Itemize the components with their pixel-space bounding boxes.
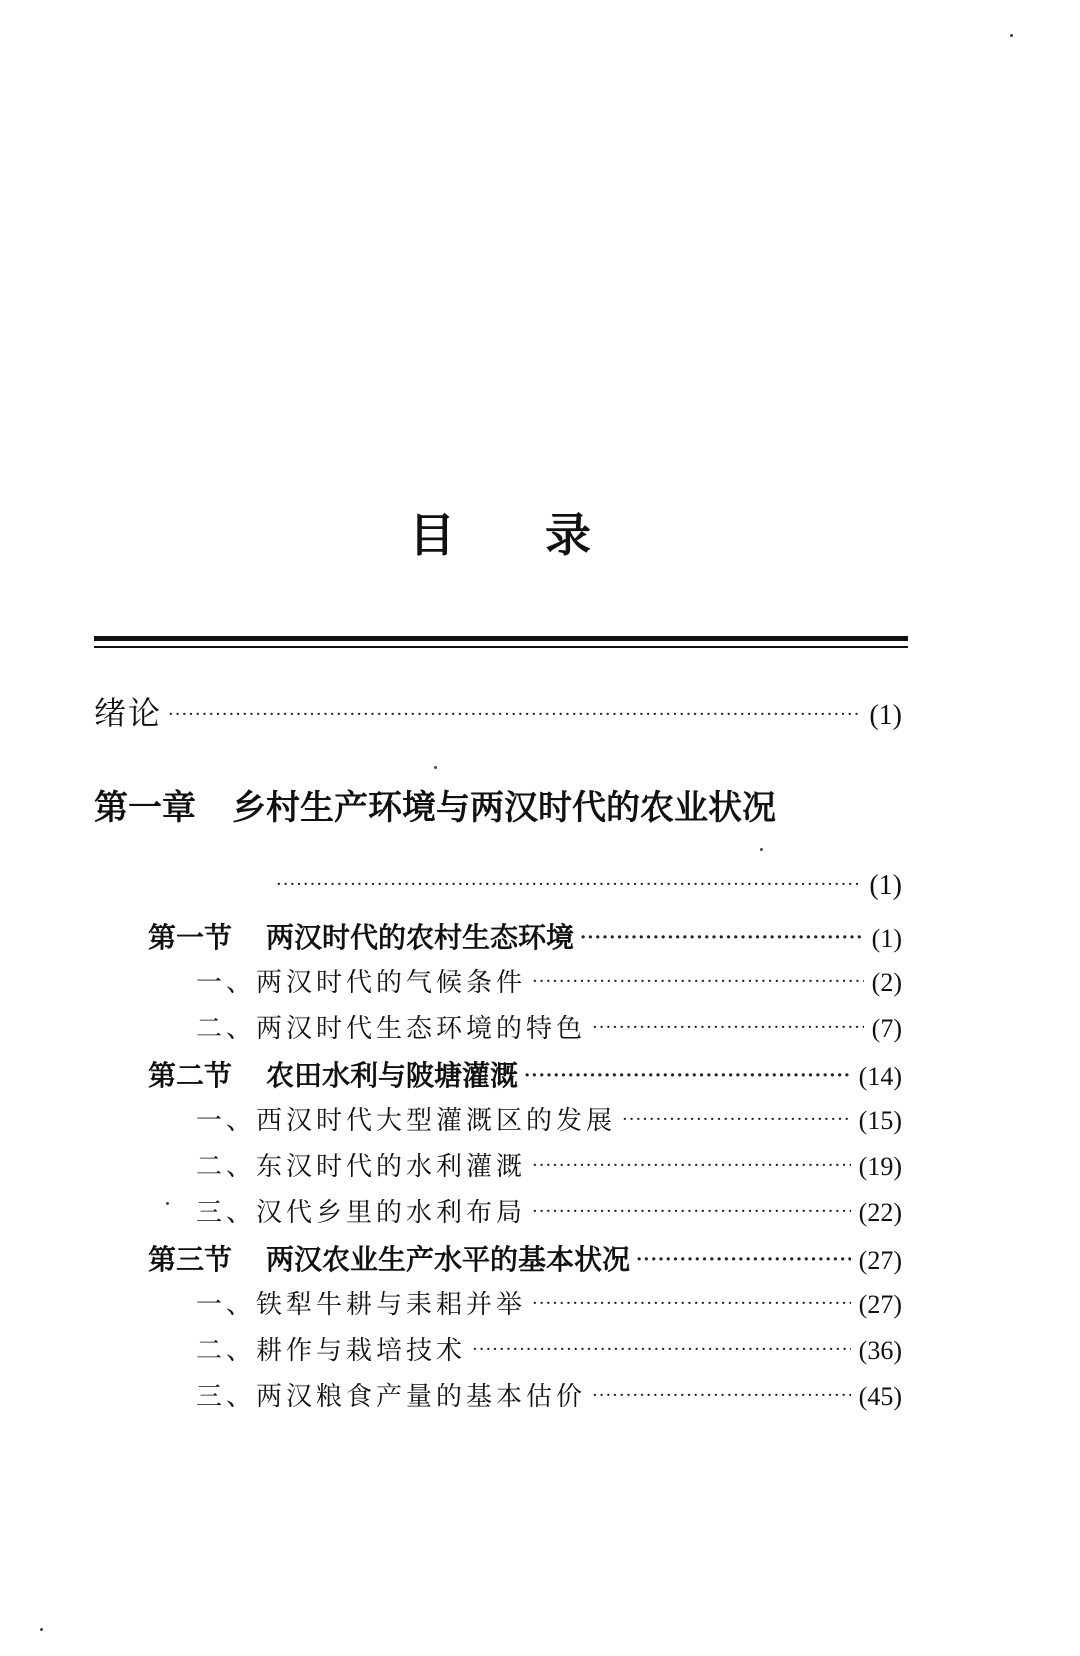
page-title (0, 508, 1000, 562)
toc-entry-page: (45) (858, 1382, 902, 1411)
toc-entry-page: (22) (858, 1198, 902, 1227)
dot-leader (532, 1157, 851, 1175)
dot-leader (580, 929, 864, 947)
title-char-2: 录 (545, 508, 591, 562)
toc-entry-intro[interactable] (94, 688, 902, 734)
toc-item[interactable] (196, 1100, 902, 1137)
toc-item[interactable] (196, 962, 902, 999)
toc-item-label: 一、铁犁牛耕与耒耜并举 (196, 1290, 527, 1320)
toc-item[interactable] (196, 1008, 902, 1045)
toc-entry-page: (7) (871, 1014, 902, 1043)
dot-leader (472, 1341, 851, 1359)
section-title: 两汉农业生产水平的基本状况 (266, 1243, 631, 1276)
toc-entry-page: (2) (871, 968, 902, 997)
toc-item[interactable] (196, 1146, 902, 1183)
section-title: 两汉时代的农村生态环境 (266, 921, 575, 954)
toc-section-label (148, 916, 574, 956)
title-rule-thin (94, 646, 908, 648)
toc-item-label: 二、东汉时代的水利灌溉 (196, 1152, 527, 1182)
title-char-1: 目 (409, 508, 455, 562)
toc-entry-page: (14) (858, 1062, 902, 1091)
toc-item-label: 一、两汉时代的气候条件 (196, 968, 527, 998)
toc-entry-page: (27) (858, 1246, 902, 1275)
dot-leader (276, 876, 861, 894)
toc-entry-page: (1) (869, 870, 902, 901)
toc-item[interactable] (196, 1376, 902, 1413)
dot-leader (592, 1387, 851, 1405)
toc-chapter-1[interactable] (94, 780, 776, 829)
dot-leader (168, 706, 861, 724)
toc-section-label (148, 1054, 518, 1094)
toc-item-label: 一、西汉时代大型灌溉区的发展 (196, 1106, 617, 1136)
toc-item-label: 二、两汉时代生态环境的特色 (196, 1014, 587, 1044)
toc-section-2[interactable] (148, 1054, 902, 1094)
toc-item-label: 二、耕作与栽培技术 (196, 1336, 467, 1366)
toc-entry-page: (36) (858, 1336, 902, 1365)
toc-chapter-1-page-row[interactable] (270, 870, 902, 902)
toc-entry-page: (27) (858, 1290, 902, 1319)
toc-item[interactable] (196, 1284, 902, 1321)
chapter-number: 第一章 (94, 788, 196, 828)
section-number: 第一节 (148, 921, 233, 954)
scan-speck (166, 1202, 169, 1205)
section-title: 农田水利与陂塘灌溉 (266, 1059, 519, 1092)
dot-leader (532, 1203, 851, 1221)
section-number: 第三节 (148, 1243, 233, 1276)
chapter-title: 乡村生产环境与两汉时代的农业状况 (232, 788, 776, 828)
title-rule-thick (94, 636, 908, 641)
scan-speck (1010, 34, 1013, 37)
toc-item[interactable] (196, 1192, 902, 1229)
dot-leader (622, 1111, 851, 1129)
toc-section-1[interactable] (148, 916, 902, 956)
toc-item[interactable] (196, 1330, 902, 1367)
dot-leader (532, 1295, 851, 1313)
dot-leader (532, 973, 864, 991)
dot-leader (524, 1067, 851, 1085)
toc-item-label: 三、两汉粮食产量的基本估价 (196, 1382, 587, 1412)
toc-section-label (148, 1238, 630, 1278)
dot-leader (636, 1251, 851, 1269)
toc-entry-page: (19) (858, 1152, 902, 1181)
scan-speck (40, 1628, 43, 1631)
toc-section-3[interactable] (148, 1238, 902, 1278)
toc-item-label: 三、汉代乡里的水利布局 (196, 1198, 527, 1228)
scan-speck (434, 766, 437, 769)
section-number: 第二节 (148, 1059, 233, 1092)
toc-entry-page: (1) (869, 700, 902, 731)
scan-speck (760, 848, 763, 851)
toc-entry-label: 绪论 (94, 694, 163, 732)
toc-entry-page: (1) (871, 924, 902, 953)
dot-leader (592, 1019, 864, 1037)
toc-entry-page: (15) (858, 1106, 902, 1135)
